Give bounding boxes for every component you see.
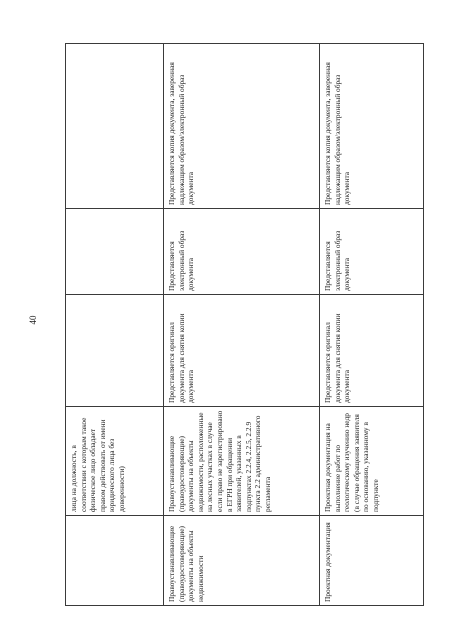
table-cell-submission-mail [66, 44, 164, 209]
table-cell-document-description: Проектная документация на выполнение работ по геологическому изучению недр (в случае обращения заявителя по основанию, указанному в подпункте [320, 407, 424, 516]
table-cell-document-category: Правоустанавливающие (правоудостоверяющие) документы на объекты недвижимости [164, 516, 320, 606]
table-cell-submission-mail: Представляется копия документа, заверенная надлежащим образом/электронный образ документа [320, 44, 424, 209]
table-cell-document-description: лица на должность, в соответствии с которым такое физическое лицо обладает правом действовать от имени юридического лица без доверенности) [66, 407, 164, 516]
table-cell-submission-in-person: Представляется оригинал документа для снятия копии документа [164, 295, 320, 407]
table-row [164, 44, 320, 606]
table-cell-submission-electronic: Представляется электронный образ документа [164, 209, 320, 295]
document-requirements-table [65, 43, 424, 606]
table-cell-submission-in-person [66, 295, 164, 407]
table-cell-submission-mail: Представляется копия документа, заверенная надлежащим образом/электронный образ документа [164, 44, 320, 209]
table-cell-submission-electronic [66, 209, 164, 295]
table-cell-document-description: Правоустанавливающие (правоудостоверяющие) документы на объекты недвижимости, расположенные на лесных участках в случае если право не зарегистрировано в ЕГРН при обращении заявителей, указанных в подпунктах 2.2.4, 2.2.5, 2.2.9 пункта 2.2 административного регламента [164, 407, 320, 516]
table-cell-document-category [66, 516, 164, 606]
table-row [66, 44, 164, 606]
page-number: 40 [28, 315, 38, 325]
table-cell-document-category: Проектная документация [320, 516, 424, 606]
table-row [320, 44, 424, 606]
document-table-container [65, 44, 423, 606]
table-cell-submission-electronic: Представляется электронный образ документа [320, 209, 424, 295]
table-cell-submission-in-person: Представляется оригинал документа для снятия копии документа [320, 295, 424, 407]
